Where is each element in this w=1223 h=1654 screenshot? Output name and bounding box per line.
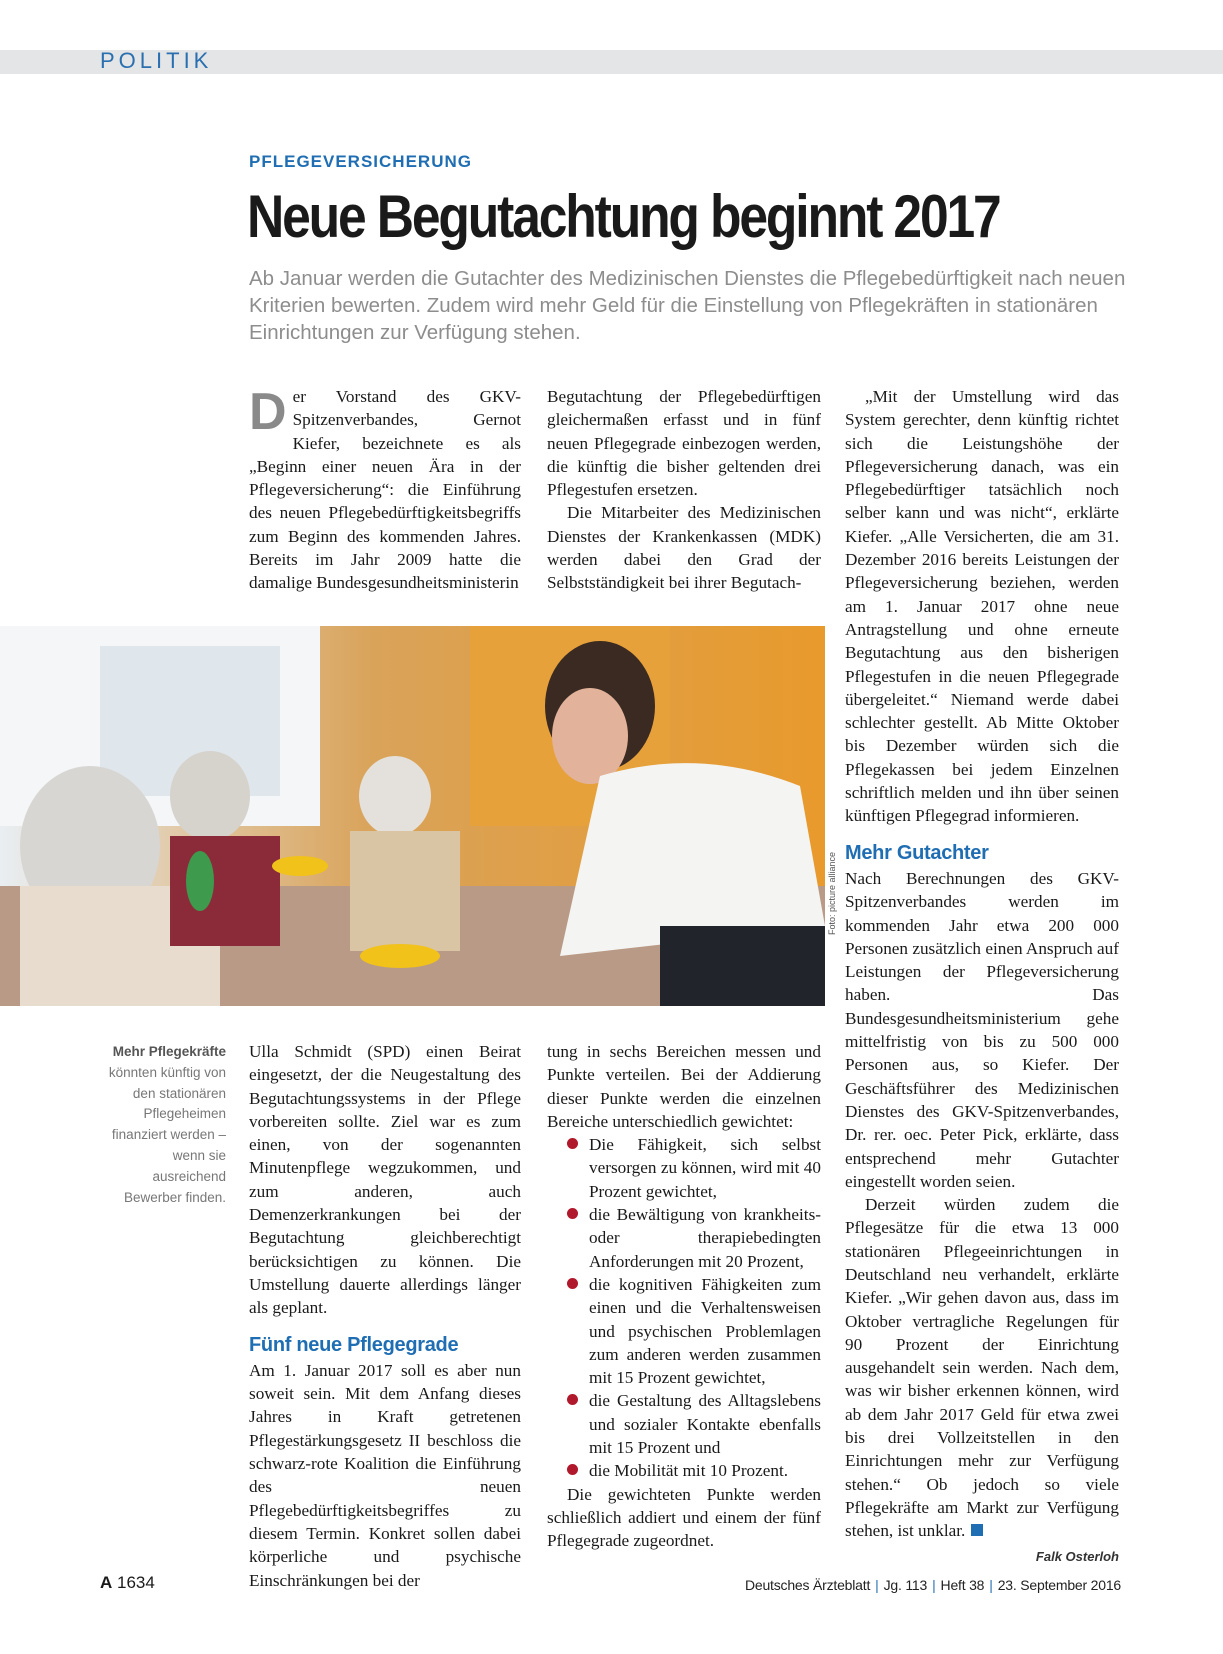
paragraph xyxy=(845,1193,1119,1542)
list-item-text: die Bewältigung von krankheits- oder therapiebedingten Anforderungen mit 20 Prozent, xyxy=(589,1205,821,1271)
list-item xyxy=(547,1459,821,1482)
subheading: Mehr Gutachter xyxy=(845,841,989,864)
photo-illustration xyxy=(0,626,825,1006)
paragraph: Die gewichteten Punkte werden schließlich addiert und einem der fünf Pflegegrade zugeordnet. xyxy=(547,1484,821,1551)
article-kicker: PFLEGEVERSICHERUNG xyxy=(249,152,472,171)
separator: | xyxy=(932,1577,936,1593)
photo-credit: Foto: picture alliance xyxy=(827,851,837,935)
page-number-value: 1634 xyxy=(117,1573,155,1592)
column-3 xyxy=(845,385,1119,1568)
journal-footer xyxy=(745,1577,1121,1593)
paragraph: Die Mitarbeiter des Medizinischen Dienstes der Krankenkassen (MDK) werden dabei den Grad der Selbstständigkeit bei ihrer Begutach- xyxy=(547,503,821,593)
column-1-top xyxy=(249,385,521,595)
list-item-text: Die Fähigkeit, sich selbst versorgen zu können, wird mit 40 Prozent gewichtet, xyxy=(589,1135,821,1201)
page-number xyxy=(100,1573,155,1593)
list-item-text: die Mobilität mit 10 Prozent. xyxy=(589,1461,789,1481)
bullet-dot xyxy=(567,1464,578,1475)
journal-date: 23. September 2016 xyxy=(997,1577,1121,1593)
separator: | xyxy=(875,1577,879,1593)
paragraph: tung in sechs Bereichen messen und Punkte verteilen. Bei der Addierung dieser Punkte werden die einzelnen Bereiche unterschiedlich gewichtet: xyxy=(547,1042,821,1131)
dropcap: D xyxy=(249,383,287,441)
paragraph xyxy=(249,385,521,595)
author-byline: Falk Osterloh xyxy=(1035,1548,1119,1564)
subheading: Fünf neue Pflegegrade xyxy=(249,1333,459,1356)
paragraph: Nach Berechnungen des GKV-Spitzenverbandes werden im kommenden Jahr etwa 200 000 Personen zusätzlich einen Anspruch auf Leistungen der Pflegeversicherung haben. Das Bundesgesundheitsministerium gehe mittelfristig von bis zu 500 000 Personen aus, so Kiefer. Der Geschäftsführer des Medizinischen Dienstes des GKV-Spitzenverbandes, Dr. rer. oec. Peter Pick, erklärte, dass entsprechend mehr Gutachter eingestellt worden seien. xyxy=(845,868,1119,1191)
bullet-dot xyxy=(567,1138,578,1149)
bullet-dot xyxy=(567,1208,578,1219)
page-prefix: A xyxy=(100,1573,113,1592)
column-1-bottom xyxy=(249,1040,521,1592)
list-item-text: die Gestaltung des Alltagslebens und sozialer Kontakte ebenfalls mit 15 Prozent und xyxy=(589,1391,821,1458)
paragraph: Ulla Schmidt (SPD) einen Beirat eingesetzt, der die Neugestaltung des Begutachtungssystems in der Pflege vorbereiten sollte. Ziel war es zum einen, von der sogenannten Minutenpflege wegzukommen, und zum anderen, auch Demenzerkrankungen bei der Begutachtung gleichberechtigt berücksichtigen zu können. Die Umstellung dauerte allerdings länger als geplant. xyxy=(249,1042,521,1318)
list-item xyxy=(547,1133,821,1203)
paragraph-text: er Vorstand des GKV-Spitzenverbandes, Gernot Kiefer, bezeichnete es als „Beginn einer neuen Ära in der Pflegeversicherung“: die Einführung des neuen Pflegebedürftigkeitsbegriffs zum Beginn des kommenden Jahres. Bereits im Jahr 2009 hatte die damalige Bundesgesundheitsministerin xyxy=(249,387,521,593)
column-2-bottom xyxy=(547,1040,821,1553)
separator: | xyxy=(989,1577,993,1593)
journal-volume: Jg. 113 xyxy=(883,1577,928,1593)
column-2-top xyxy=(547,385,821,595)
paragraph: „Mit der Umstellung wird das System gerechter, denn künftig richtet sich die Leistungshöhe der Pflegeversicherung danach, was ein Pflegebedürftiger tatsächlich noch selber kann und was nicht“, erklärte Kiefer. „Alle Versicherten, die am 31. Dezember 2016 bereits Leistungen der Pflegeversicherung beziehen, werden am 1. Januar 2017 ohne neue Antragstellung und ohne erneute Begutachtung aus den bisherigen Pflegestufen in die neuen Pflegegrade übergeleitet.“ Niemand werde dabei schlechter gestellt. Ab Mitte Oktober bis Dezember würden sich die Pflegekassen bei jedem Einzelnen schriftlich melden und ihn über seinen künftigen Pflegegrad informieren. xyxy=(845,387,1119,826)
list-item xyxy=(547,1203,821,1273)
paragraph: Begutachtung der Pflegebedürftigen gleichermaßen erfasst und in fünf neuen Pflegegrade einbezogen werden, die künftig die bisher geltenden drei Pflegestufen ersetzen. xyxy=(547,387,821,500)
article-headline: Neue Begutachtung beginnt 2017 xyxy=(247,183,1000,250)
list-item xyxy=(547,1389,821,1459)
caption-text: könnten künftig von den stationären Pflegeheimen finanziert werden – wenn sie ausreichend Bewerber finden. xyxy=(108,1064,226,1205)
caption-title: Mehr Pflegekräfte xyxy=(112,1044,226,1059)
bullet-dot xyxy=(567,1278,578,1289)
journal-issue: Heft 38 xyxy=(940,1577,985,1593)
paragraph: Am 1. Januar 2017 soll es aber nun soweit sein. Mit dem Anfang dieses Jahres in Kraft getretenen Pflegestärkungsgesetz II beschloss die schwarz-rote Koalition die Einführung des neuen Pflegebedürftigkeitsbegriffes zu diesem Termin. Konkret sollen dabei körperliche und psychische Einschränkungen bei der xyxy=(249,1360,521,1590)
article-photo xyxy=(0,626,825,1006)
list-item xyxy=(547,1273,821,1389)
journal-name: Deutsches Ärzteblatt xyxy=(744,1577,871,1593)
end-mark xyxy=(971,1524,983,1536)
paragraph-text: Derzeit würden zudem die Pflegesätze für die etwa 13 000 stationären Pflegeeinrichtungen in Deutschland neu verhandelt, erklärte Kiefer. „Wir gehen davon aus, dass im Oktober vertragliche Regelungen für 90 Prozent der Einrichtung ausgehandelt sein werden. Nach dem, was wir bisher erkennen können, wird ab dem Jahr 2017 Geld für etwa zwei bis drei Vollzeitstellen in den Einrichtungen mehr zur Verfügung stehen.“ Ob jedoch so viele Pflegekräfte am Markt zur Verfügung stehen, ist unklar. xyxy=(845,1195,1119,1541)
bullet-dot xyxy=(567,1394,578,1405)
section-rubric: POLITIK xyxy=(100,48,213,73)
list-item-text: die kognitiven Fähigkeiten zum einen und die Verhaltensweisen und psychischen Problemlagen zum anderen werden zusammen mit 15 Prozent gewichtet, xyxy=(589,1274,821,1388)
article-lead: Ab Januar werden die Gutachter des Medizinischen Dienstes die Pflegebedürftigkeit nach neuen Kriterien bewerten. Zudem wird mehr Geld für die Einstellung von Pflegekräften in stationären Einrichtungen zur Verfügung stehen. xyxy=(249,267,1126,344)
photo-caption xyxy=(96,1042,226,1208)
